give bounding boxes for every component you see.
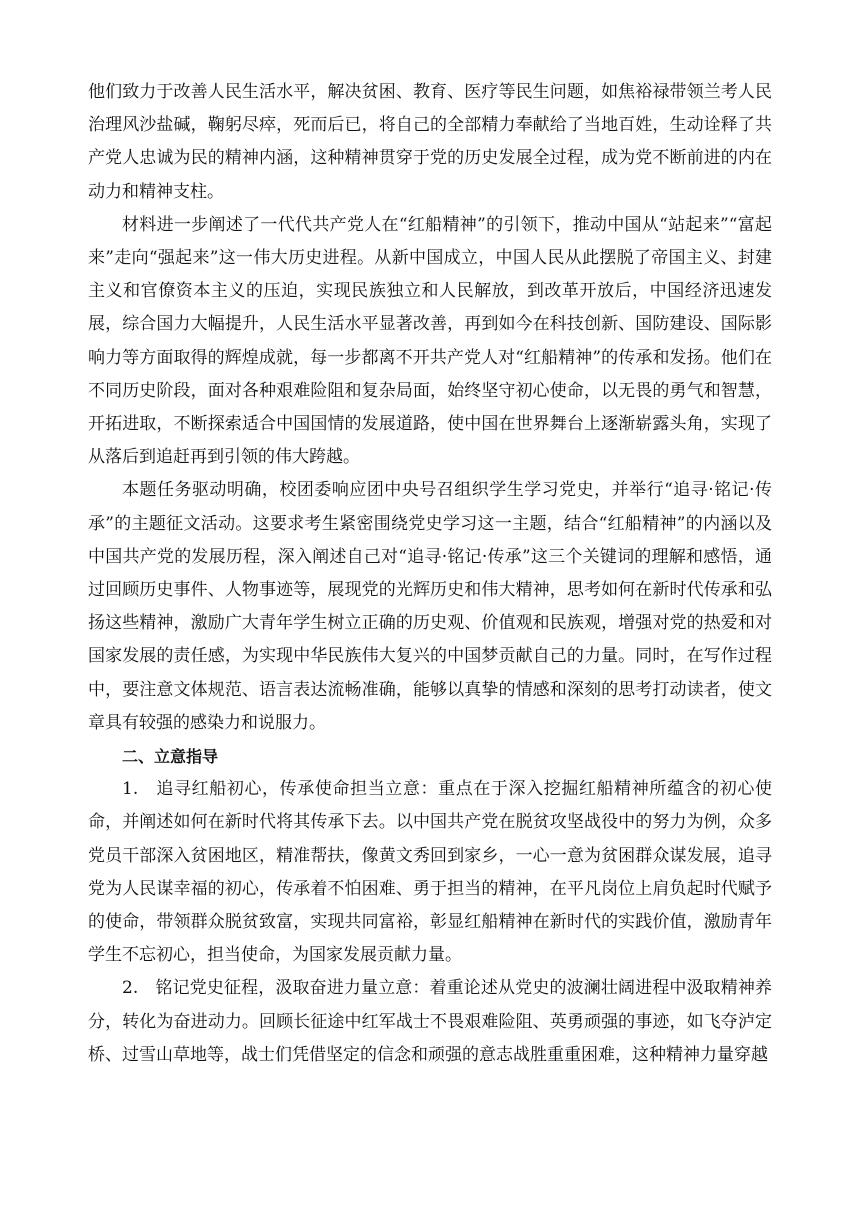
paragraph-1: 他们致力于改善人民生活水平，解决贫困、教育、医疗等民生问题，如焦裕禄带领兰考人民治理风沙盐碱，鞠躬尽瘁，死而后已，将自己的全部精力奉献给了当地百姓，生动诠释了共产党人忠诚为民的精神内涵，这种精神贯穿于党的历史发展全过程，成为党不断前进的内在动力和精神支柱。: [88, 82, 772, 202]
section-heading: 二、立意指导: [122, 747, 219, 767]
paragraph-3: 本题任务驱动明确，校团委响应团中央号召组织学生学习党史，并举行“追寻·铭记·传承”的主题征文活动。这要求考生紧密围绕党史学习这一主题，结合“红船精神”的内涵以及中国共产党的发展历程，深入阐述自己对“追寻·铭记·传承”这三个关键词的理解和感悟，通过回顾历史事件、人物事迹等，展现党的光辉历史和伟大精神，思考如何在新时代传承和弘扬这些精神，激励广大青年学生树立正确的历史观、价值观和民族观，增强对党的热爱和对国家发展的责任感，为实现中华民族伟大复兴的中国梦贡献自己的力量。同时，在写作过程中，要注意文体规范、语言表达流畅准确，能够以真挚的情感和深刻的思考打动读者，使文章具有较强的感染力和说服力。: [88, 480, 772, 733]
paragraph-point-2: 2. 铭记党史征程，汲取奋进力量立意：着重论述从党史的波澜壮阔进程中汲取精神养分，转化为奋进动力。回顾长征途中红军战士不畏艰难险阻、英勇顽强的事迹，如飞夺泸定桥、过雪山草地等，战士们凭借坚定的信念和顽强的意志战胜重重困难，这种精神力量穿越: [88, 978, 772, 1065]
paragraph-2: 材料进一步阐述了一代代共产党人在“红船精神”的引领下，推动中国从“站起来”“富起来”走向“强起来”这一伟大历史进程。从新中国成立，中国人民从此摆脱了帝国主义、封建主义和官僚资本主义的压迫，实现民族独立和人民解放，到改革开放后，中国经济迅速发展，综合国力大幅提升，人民生活水平显著改善，再到如今在科技创新、国防建设、国际影响力等方面取得的辉煌成就，每一步都离不开共产党人对“红船精神”的传承和发扬。他们在不同历史阶段，面对各种艰难险阻和复杂局面，始终坚守初心使命，以无畏的勇气和智慧，开拓进取，不断探索适合中国国情的发展道路，使中国在世界舞台上逐渐崭露头角，实现了从落后到追赶再到引领的伟大跨越。: [88, 214, 772, 468]
paragraph-point-1: 1. 追寻红船初心，传承使命担当立意：重点在于深入挖掘红船精神所蕴含的初心使命，并阐述如何在新时代将其传承下去。以中国共产党在脱贫攻坚战役中的努力为例，众多党员干部深入贫困地区，精准帮扶，像黄文秀回到家乡，一心一意为贫困群众谋发展，追寻党为人民谋幸福的初心，传承着不怕困难、勇于担当的精神，在平凡岗位上肩负起时代赋予的使命，带领群众脱贫致富，实现共同富裕，彰显红船精神在新时代的实践价值，激励青年学生不忘初心，担当使命，为国家发展贡献力量。: [88, 779, 772, 966]
document-page: [88, 76, 772, 1072]
